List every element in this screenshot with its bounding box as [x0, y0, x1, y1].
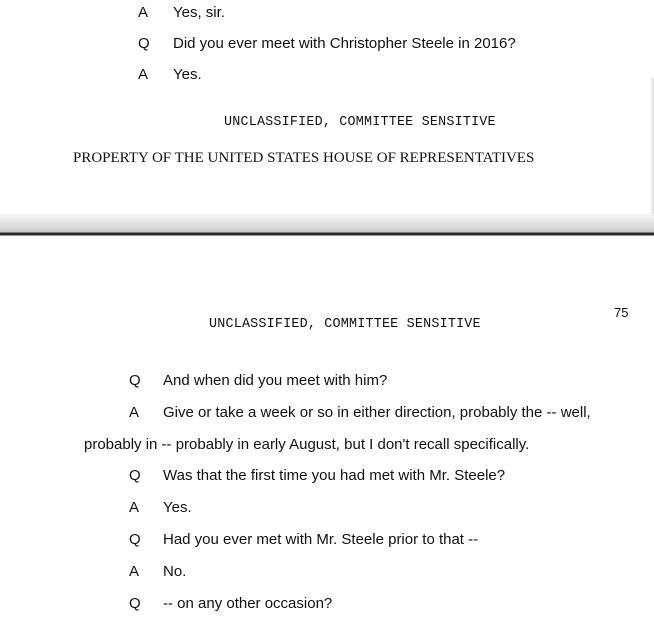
transcript-line: Had you ever met with Mr. Steele prior to that --: [163, 531, 479, 548]
transcript-page-bottom: [0, 236, 654, 621]
transcript-line: Did you ever meet with Christopher Steele in 2016?: [173, 35, 516, 52]
speaker-mark: Q: [129, 531, 141, 548]
classification-footer: UNCLASSIFIED, COMMITTEE SENSITIVE: [224, 115, 496, 130]
speaker-mark: Q: [129, 372, 141, 389]
transcript-line: Yes, sir.: [173, 4, 225, 21]
transcript-line: No.: [163, 563, 187, 580]
speaker-mark: Q: [138, 35, 150, 52]
speaker-mark: A: [138, 66, 149, 83]
speaker-mark: A: [129, 404, 140, 421]
page-separator: [0, 214, 654, 236]
transcript-line: Give or take a week or so in either direction, probably the -- well,: [163, 404, 591, 421]
page-number: 75: [614, 305, 629, 320]
speaker-mark: Q: [129, 467, 141, 484]
speaker-mark: A: [129, 499, 140, 516]
transcript-line: And when did you meet with him?: [163, 372, 388, 389]
property-footer: PROPERTY OF THE UNITED STATES HOUSE OF REPRESENTATIVES: [73, 150, 535, 166]
transcript-line-continued: probably in -- probably in early August, but I don't recall specifically.: [84, 436, 530, 453]
page-edge-shadow: [650, 78, 654, 214]
speaker-mark: A: [138, 4, 149, 21]
transcript-page-top: [0, 0, 654, 214]
speaker-mark: Q: [129, 595, 141, 612]
transcript-line: -- on any other occasion?: [163, 595, 333, 612]
transcript-line: Yes.: [173, 66, 202, 83]
transcript-line: Yes.: [163, 499, 192, 516]
classification-header: UNCLASSIFIED, COMMITTEE SENSITIVE: [209, 317, 481, 332]
speaker-mark: A: [129, 563, 140, 580]
transcript-line: Was that the first time you had met with Mr. Steele?: [163, 467, 506, 484]
